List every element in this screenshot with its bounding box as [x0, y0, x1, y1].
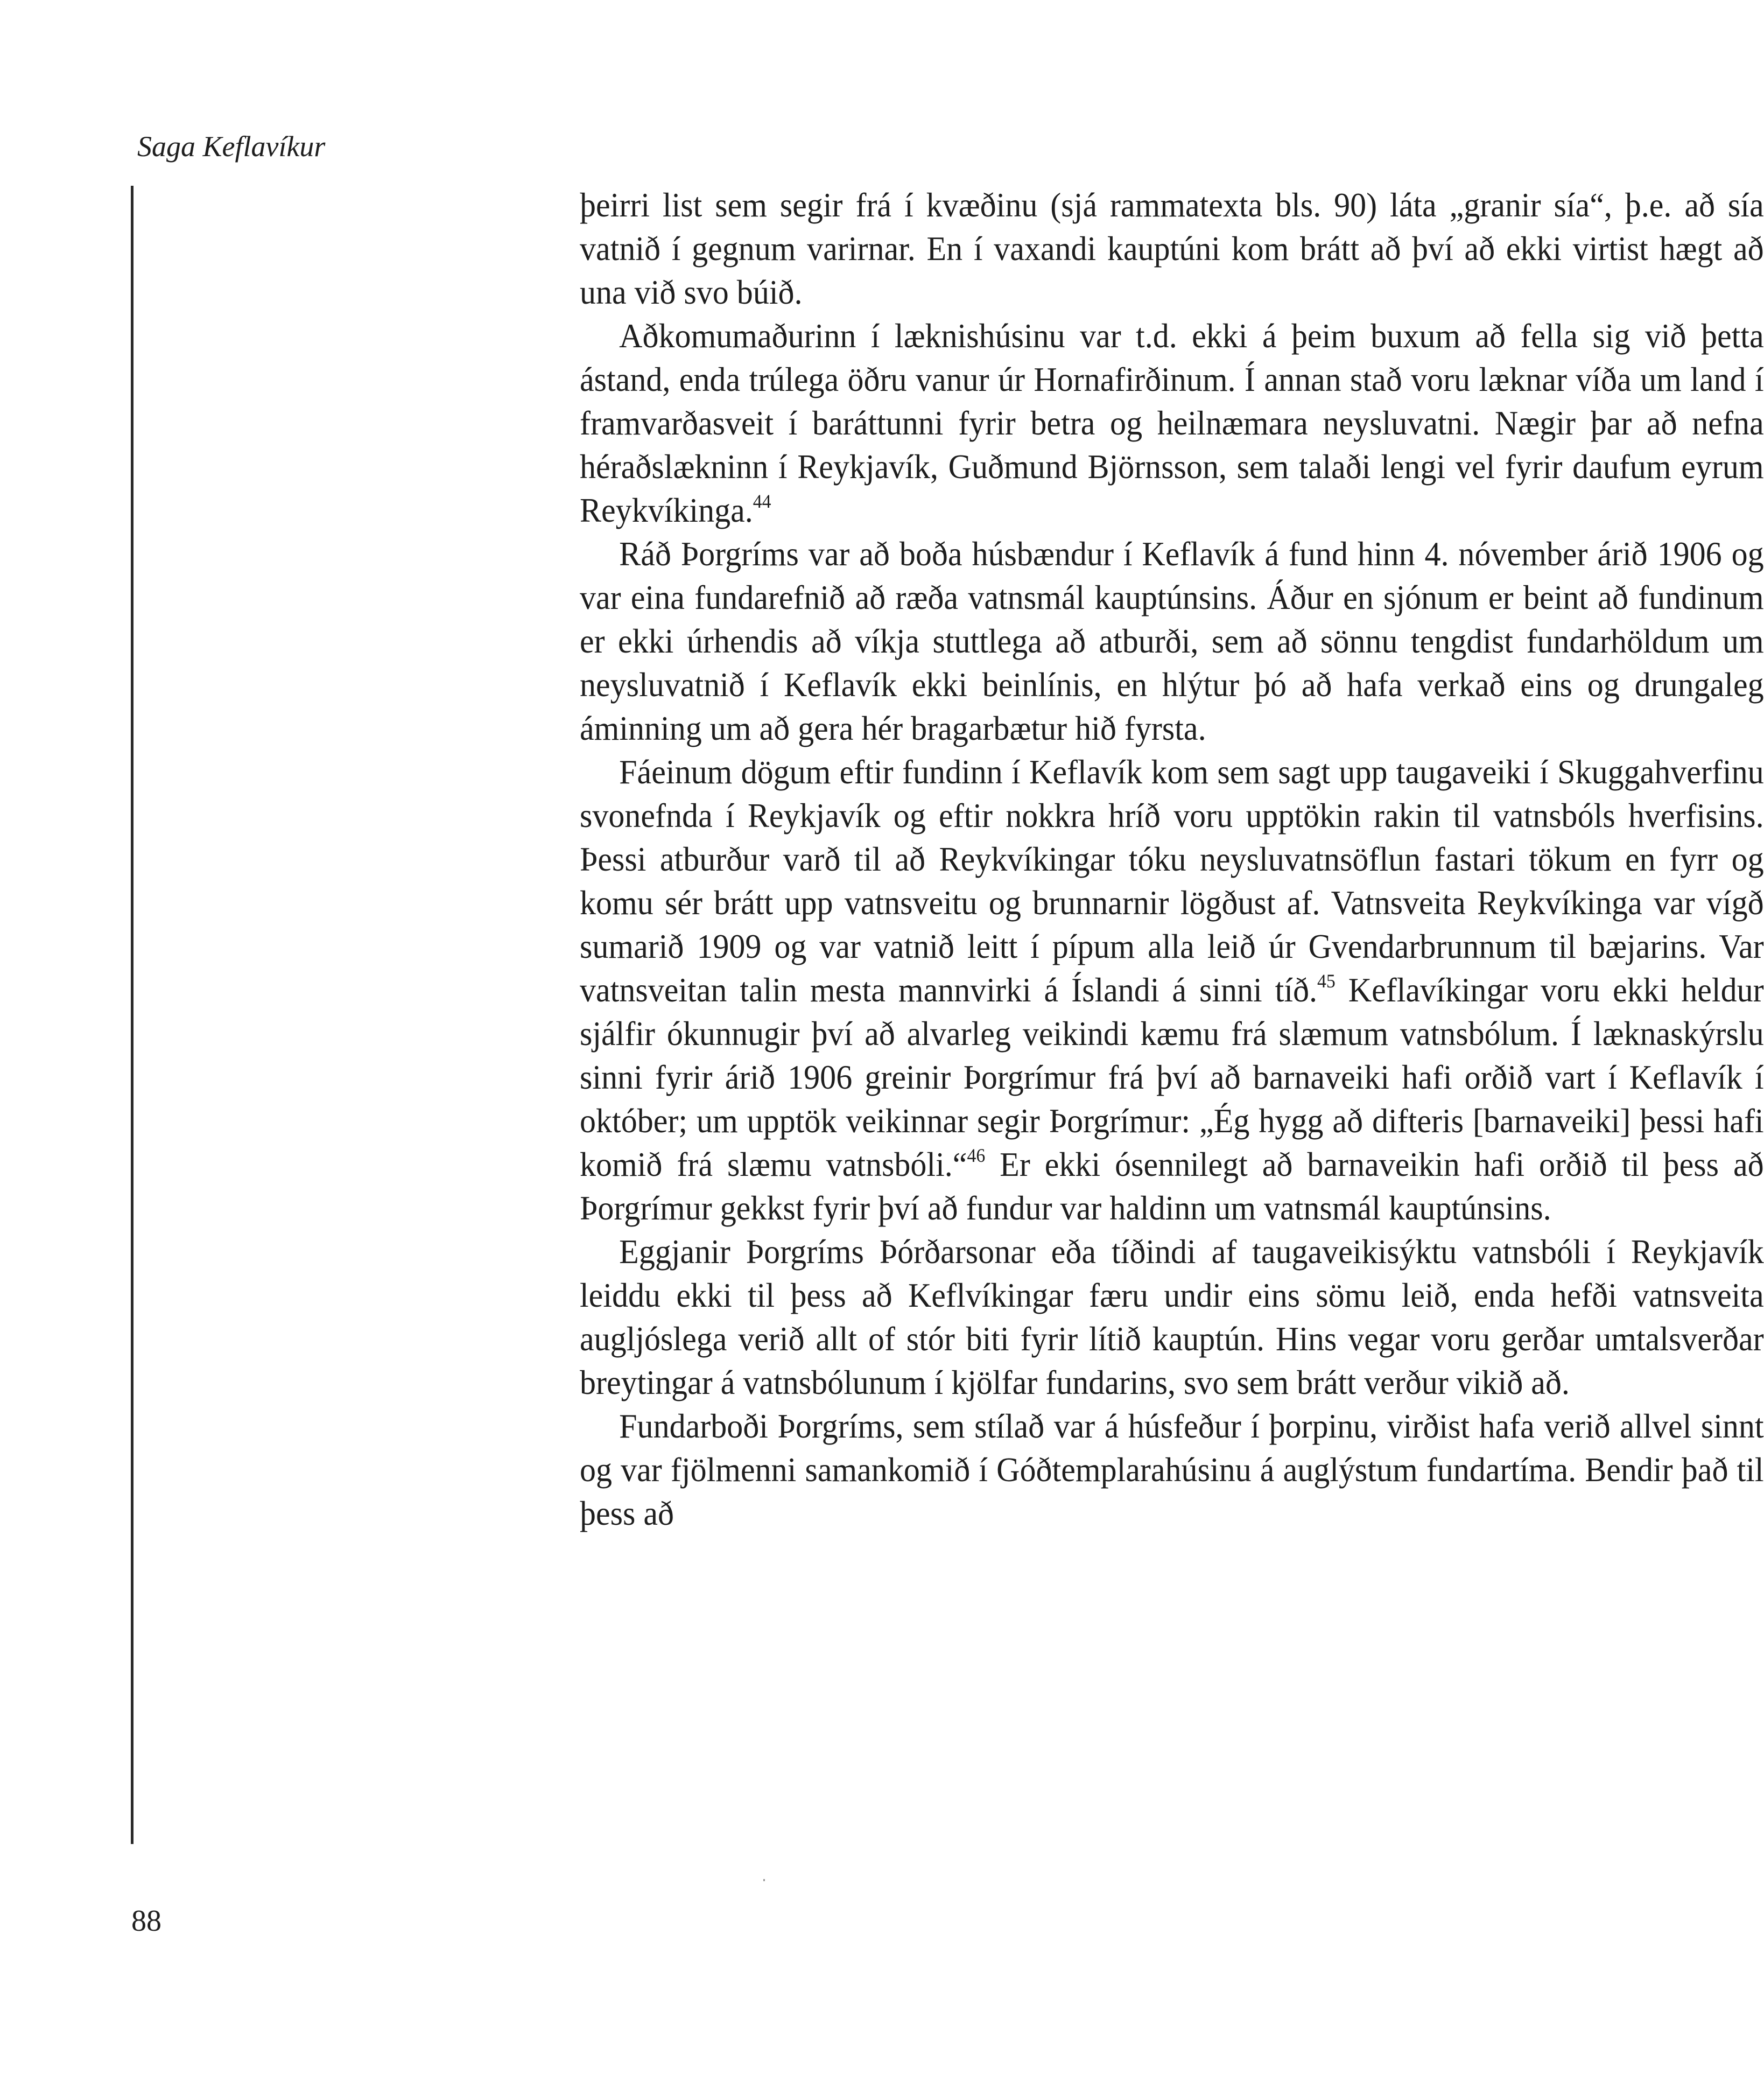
- paragraph-text: Fundarboði Þorgríms, sem stílað var á húsfeður í þorpinu, virðist hafa verið allvel sinnt og var fjölmenni samankomið í Góðtemplarahúsinu á auglýstum fundartíma. Bendir það til þess að: [580, 1407, 1764, 1532]
- footnote-reference: 46: [967, 1145, 986, 1166]
- paragraph-text: Keflavíkingar voru ekki heldur sjálfir ókunnugir því að alvarleg veikindi kæmu frá slæmum vatnsbólum. Í læknaskýrslu sinni fyrir árið 1906 greinir Þorgrímur frá því að barnaveiki hafi orðið vart í Keflavík í október; um upptök veikinnar segir Þorgrímur: „Ég hygg að difteris [barnaveiki] þessi hafi komið frá slæmu vatnsbóli.“: [580, 971, 1764, 1183]
- paragraph-text: Fáeinum dögum eftir fundinn í Keflavík kom sem sagt upp taugaveiki í Skuggahverfinu svonefnda í Reykjavík og eftir nokkra hríð voru upptökin rakin til vatnsbóls hverfisins. Þessi atburður varð til að Reykvíkingar tóku neysluvatnsöflun fastari tökum en fyrr og komu sér brátt upp vatnsveitu og brunnarnir lögðust af. Vatnsveita Reykvíkinga var vígð sumarið 1909 og var vatnið leitt í pípum alla leið úr Gvendarbrunnum til bæjarins. Var vatnsveitan talin mesta mannvirki á Íslandi á sinni tíð.: [580, 753, 1764, 1009]
- paragraph: [580, 750, 1764, 1230]
- footnote-reference: 45: [1317, 970, 1336, 992]
- paragraph: [580, 1230, 1764, 1404]
- paragraph: [580, 1404, 1764, 1535]
- page-number: 88: [131, 1904, 161, 1938]
- body-text: [580, 183, 1764, 1535]
- paragraph-text: Ráð Þorgríms var að boða húsbændur í Keflavík á fund hinn 4. nóvember árið 1906 og var eina fundarefnið að ræða vatnsmál kauptúnsins. Áður en sjónum er beint að fundinum er ekki úrhendis að víkja stuttlega að atburði, sem að sönnu tengdist fundarhöldum um neysluvatnið í Keflavík ekki beinlínis, en hlýtur þó að hafa verkað eins og drungaleg áminning um að gera hér bragarbætur hið fyrsta.: [580, 535, 1764, 747]
- paragraph-text: þeirri list sem segir frá í kvæðinu (sjá rammatexta bls. 90) láta „granir sía“, þ.e. að sía vatnið í gegnum varirnar. En í vaxandi kauptúni kom brátt að því að ekki virtist hægt að una við svo búið.: [580, 186, 1764, 311]
- margin-rule: [131, 186, 133, 1844]
- paragraph-text: Er ekki ósennilegt að barnaveikin hafi orðið til þess að Þorgrímur gekkst fyrir því að fundur var haldinn um vatnsmál kauptúnsins.: [580, 1145, 1764, 1227]
- paragraph: [580, 532, 1764, 750]
- paragraph-text: Eggjanir Þorgríms Þórðarsonar eða tíðindi af taugaveikisýktu vatnsbóli í Reykjavík leiddu ekki til þess að Keflvíkingar færu undir eins sömu leið, enda hefði vatnsveita augljóslega verið allt of stór biti fyrir lítið kauptún. Hins vegar voru gerðar umtalsverðar breytingar á vatnsbólunum í kjölfar fundarins, svo sem brátt verður vikið að.: [580, 1232, 1764, 1401]
- footnote-reference: 44: [753, 490, 771, 512]
- paragraph-text: Aðkomumaðurinn í læknishúsinu var t.d. ekki á þeim buxum að fella sig við þetta ástand, enda trúlega öðru vanur úr Hornafirðinum. Í annan stað voru læknar víða um land í framvarðasveit í baráttunni fyrir betra og heilnæmara neysluvatni. Nægir þar að nefna héraðslækninn í Reykjavík, Guðmund Björnsson, sem talaði lengi vel fyrir daufum eyrum Reykvíkinga.: [580, 317, 1764, 529]
- paragraph: [580, 314, 1764, 532]
- running-head: Saga Keflavíkur: [137, 130, 326, 163]
- paragraph: [580, 183, 1764, 314]
- stray-mark: [763, 1879, 765, 1881]
